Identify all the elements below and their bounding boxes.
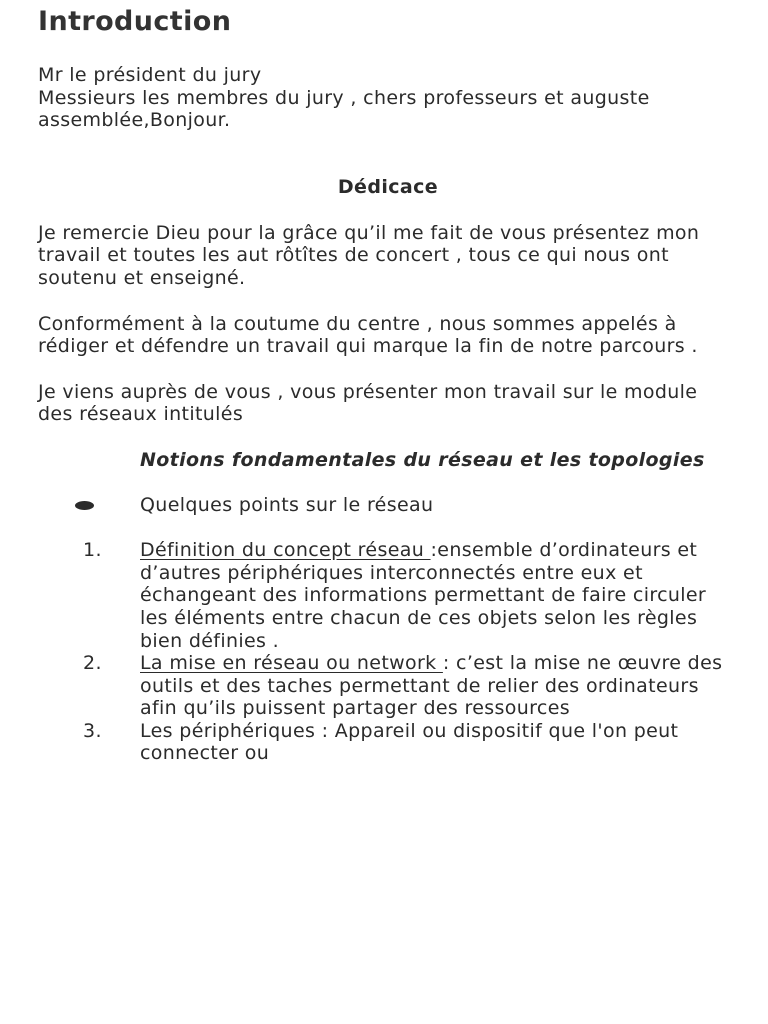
custom-paragraph: Conformément à la coutume du centre , nous sommes appelés à rédiger et défendre un travail qui marque la fin de notre parcours .	[38, 312, 698, 358]
numbered-list	[38, 539, 738, 765]
list-item-number: 1.	[83, 539, 102, 562]
list-item-term: Définition du concept réseau	[140, 539, 431, 562]
bullet-item-label: Quelques points sur le réseau	[140, 493, 434, 516]
bullet-item	[38, 494, 738, 517]
greeting-line-1: Mr le président du jury	[38, 64, 262, 86]
page-title: Introduction	[38, 6, 232, 37]
list-item	[38, 720, 738, 765]
work-subtitle: Notions fondamentales du réseau et les topologies	[140, 448, 705, 471]
list-item-text: Les périphériques : Appareil ou dispositif que l'on peut connecter ou	[140, 719, 679, 765]
greeting-line-2: Messieurs les membres du jury , chers professeurs et auguste assemblée,Bonjour.	[38, 86, 650, 132]
list-item-text: : c’est la mise ne œuvre des outils et des taches permettant de relier des ordinateurs afin qu’ils puissent partager des ressources	[140, 652, 723, 720]
list-item	[38, 652, 738, 720]
thanks-paragraph: Je remercie Dieu pour la grâce qu’il me fait de vous présentez mon travail et toutes les aut rôtîtes de concert , tous ce qui nous ont soutenu et enseigné.	[38, 221, 700, 289]
greeting-paragraph	[38, 64, 738, 132]
presentation-paragraph: Je viens auprès de vous , vous présenter mon travail sur le module des réseaux intitulés	[38, 380, 698, 426]
list-item-number: 2.	[83, 652, 102, 675]
list-item-number: 3.	[83, 719, 102, 742]
document-body	[38, 0, 738, 765]
bullet-dot-icon	[75, 501, 94, 510]
list-item-text: :ensemble d’ordinateurs et d’autres périphériques interconnectés entre eux et échangeant des informations permettant de faire circuler les éléments entre chacun de ces objets selon les règles bien définies .	[140, 539, 707, 652]
dedication-heading: Dédicace	[337, 175, 439, 198]
list-item-term: La mise en réseau ou network	[140, 652, 443, 675]
list-item	[38, 539, 738, 652]
